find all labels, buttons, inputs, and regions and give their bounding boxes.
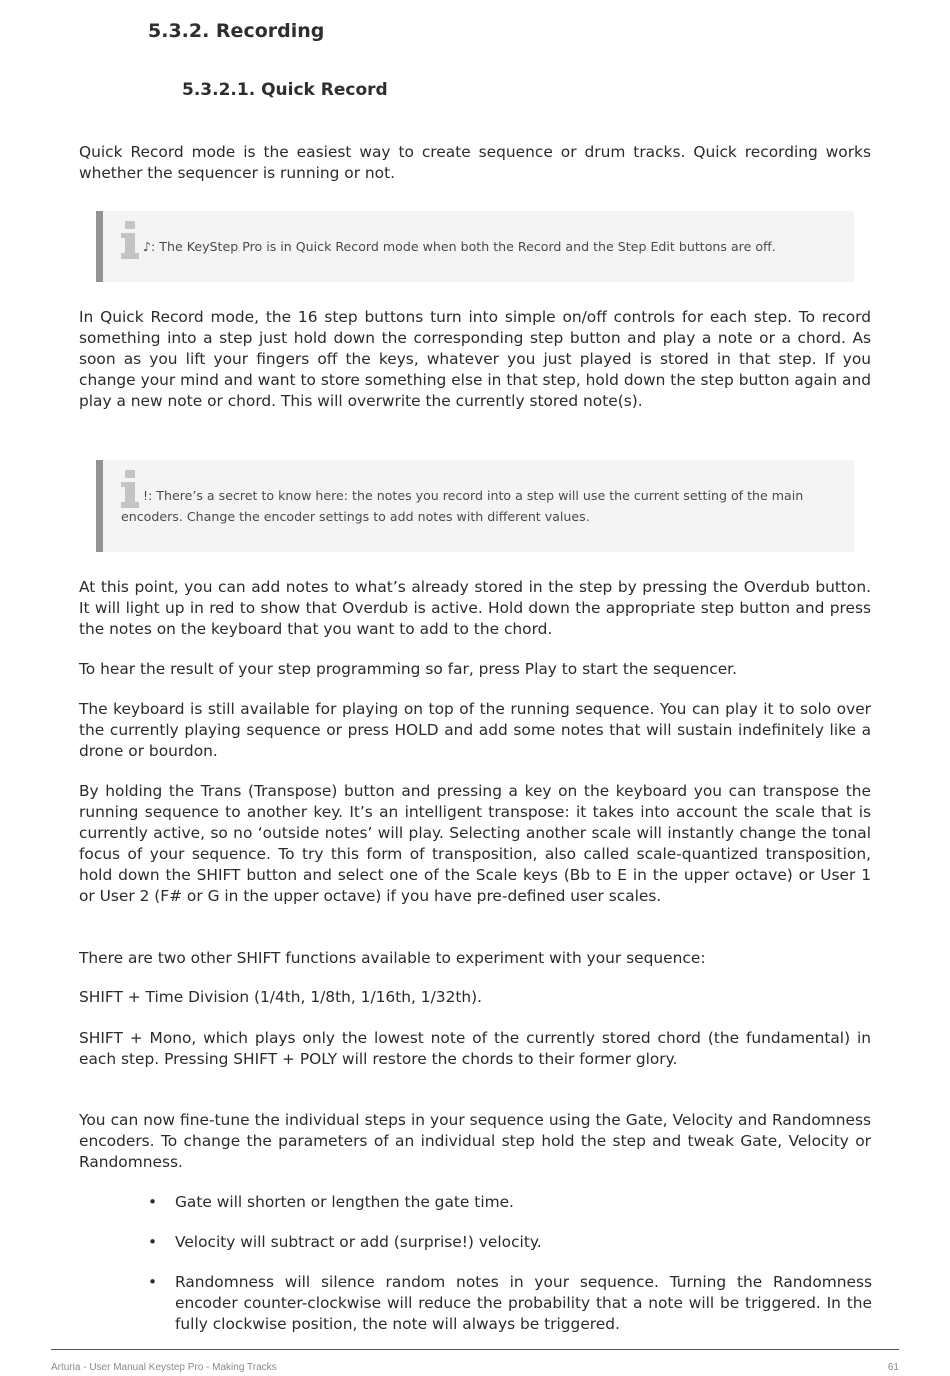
keyboard-paragraph: The keyboard is still available for playing on top of the running sequence. You can play it to solo over the currently playing sequence or press HOLD and add some notes that will sustain indefinitely like a drone or bourdon.: [79, 700, 871, 760]
warning-note-text: !: There’s a secret to know here: the notes you record into a step will use the current setting of the main encoders. Change the encoder settings to add notes with different values.: [121, 488, 804, 524]
intro-paragraph: Quick Record mode is the easiest way to create sequence or drum tracks. Quick recording works whether the sequencer is running or not.: [79, 143, 871, 182]
list-item: [148, 1232, 872, 1253]
info-icon: [121, 221, 139, 263]
transpose-paragraph: By holding the Trans (Transpose) button and pressing a key on the keyboard you can transpose the running sequence to another key. It’s an intelligent transpose: it takes into account the scale that is currently active, so no ‘outside notes’ will play. Selecting another scale will instantly change the tonal focus of your sequence. To try this form of transposition, also called scale-quantized transposition, hold down the SHIFT button and select one of the Scale keys (Bb to E in the upper octave) or User 1 or User 2 (F# or G in the upper octave) if you have pre-defined user scales.: [79, 782, 871, 905]
list-item-text: Randomness will silence random notes in your sequence. Turning the Randomness encoder counter-clockwise will reduce the probability that a note will be triggered. In the fully clockwise position, the note will always be triggered.: [175, 1273, 872, 1333]
footer-title: Arturia - User Manual Keystep Pro - Making Tracks: [51, 1362, 277, 1373]
bullet-icon: •: [148, 1193, 158, 1211]
hear-result-paragraph: To hear the result of your step programming so far, press Play to start the sequencer.: [79, 660, 737, 678]
section-heading: 5.3.2. Recording: [148, 20, 325, 42]
list-item-text: Velocity will subtract or add (surprise!) velocity.: [175, 1233, 542, 1251]
list-item: [148, 1192, 872, 1213]
bullet-icon: •: [148, 1233, 158, 1251]
bullet-icon: •: [148, 1273, 158, 1291]
info-note-text: ♪: The KeyStep Pro is in Quick Record mode when both the Record and the Step Edit buttons are off.: [143, 239, 776, 254]
list-item: [148, 1272, 872, 1335]
page-number: 61: [887, 1362, 899, 1373]
shift-time-paragraph: SHIFT + Time Division (1/4th, 1/8th, 1/16th, 1/32th).: [79, 988, 483, 1006]
footer-divider: [51, 1349, 899, 1350]
fine-tune-paragraph: You can now fine-tune the individual steps in your sequence using the Gate, Velocity and Randomness encoders. To change the parameters of an individual step hold the step and tweak Gate, Velocity or Randomness.: [79, 1111, 871, 1171]
step-buttons-paragraph: In Quick Record mode, the 16 step buttons turn into simple on/off controls for each step. To record something into a step just hold down the corresponding step button and play a note or a chord. As soon as you lift your fingers off the keys, whatever you just played is stored in that step. If you change your mind and want to store something else in that step, hold down the step button again and play a new note or chord. This will overwrite the currently stored note(s).: [79, 308, 871, 410]
warning-note-box: [96, 460, 854, 552]
info-note-box: [96, 211, 854, 282]
overdub-paragraph: At this point, you can add notes to what’s already stored in the step by pressing the Overdub button. It will light up in red to show that Overdub is active. Hold down the appropriate step button and press the notes on the keyboard that you want to add to the chord.: [79, 578, 871, 638]
shift-mono-paragraph: SHIFT + Mono, which plays only the lowest note of the currently stored chord (the fundamental) in each step. Pressing SHIFT + POLY will restore the chords to their former glory.: [79, 1029, 871, 1068]
list-item-text: Gate will shorten or lengthen the gate time.: [175, 1193, 514, 1211]
subsection-heading: 5.3.2.1. Quick Record: [182, 80, 388, 100]
shift-functions-paragraph: There are two other SHIFT functions available to experiment with your sequence:: [79, 949, 706, 967]
